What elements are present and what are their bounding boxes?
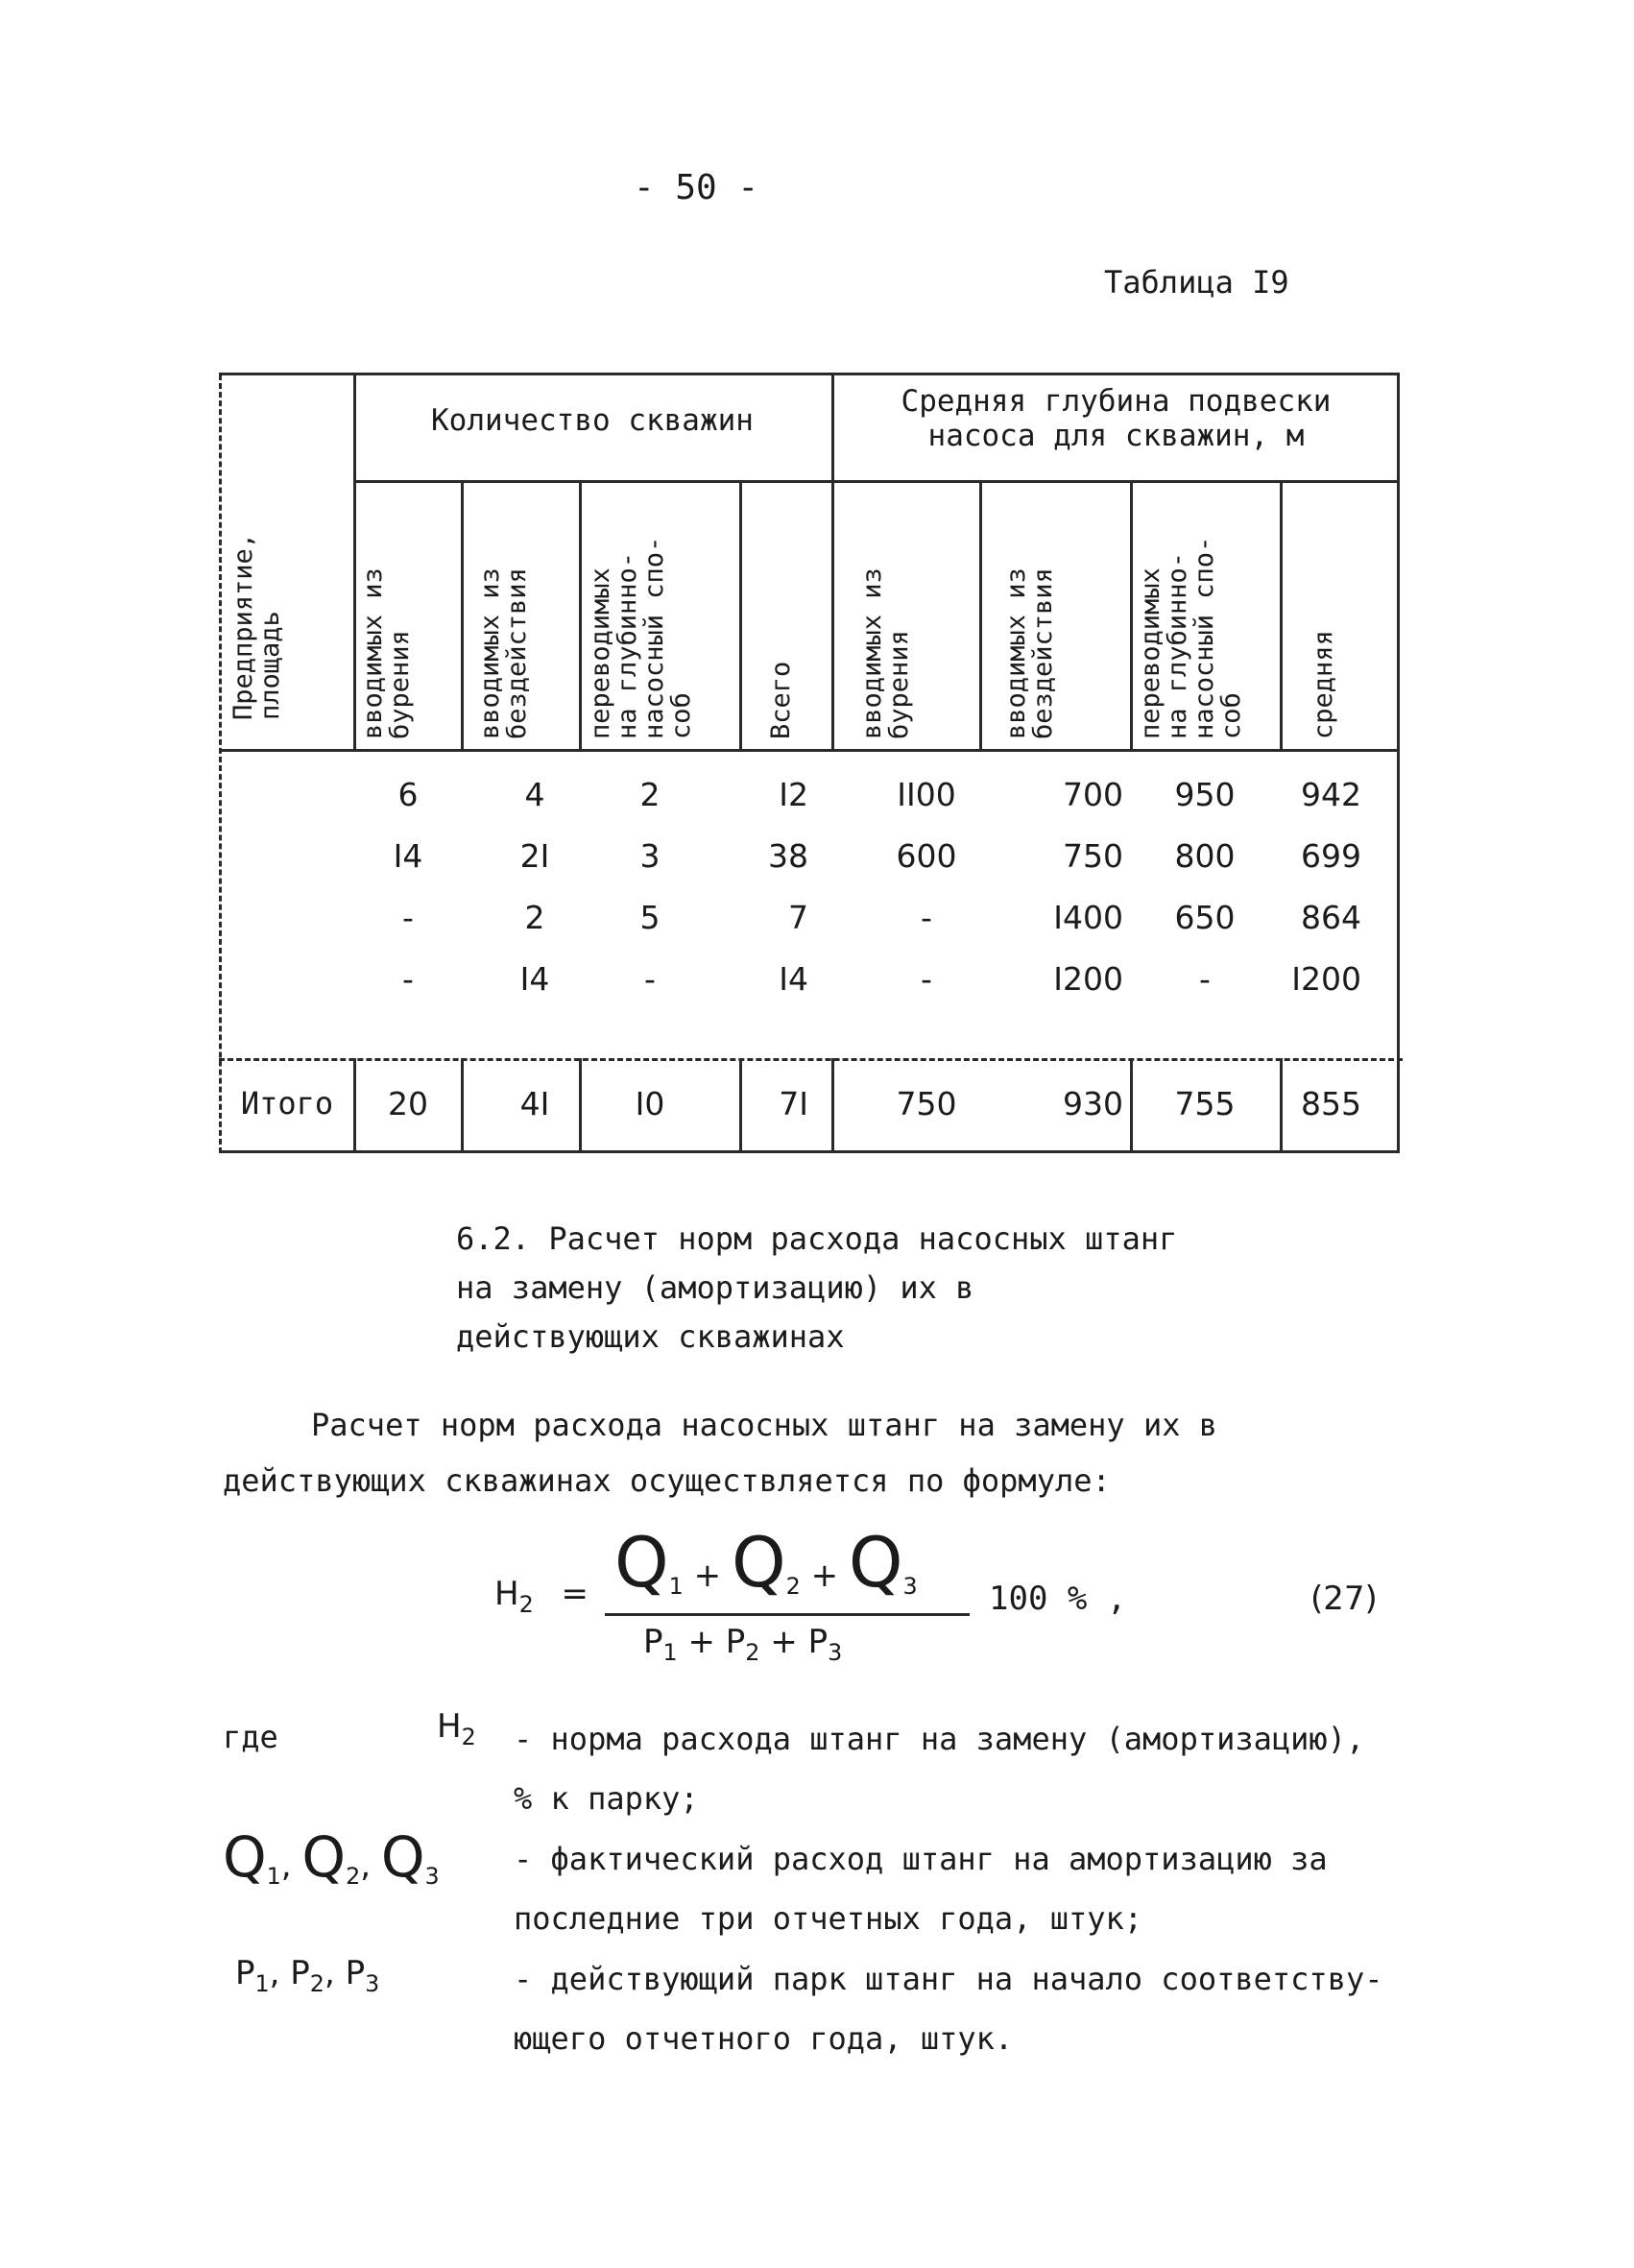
cell: I400 <box>1053 899 1123 936</box>
subscript: 2 <box>309 1969 324 1997</box>
cell: 750 <box>896 1085 957 1122</box>
cell: 800 <box>1174 837 1236 875</box>
cell: 855 <box>1301 1085 1361 1122</box>
col-rule-3 <box>579 480 582 749</box>
cell: 4 <box>524 776 545 813</box>
symbol-q: Q <box>223 1824 267 1890</box>
cell: 930 <box>1063 1085 1123 1122</box>
symbol-p: P <box>345 1954 366 1992</box>
comma: , <box>280 1846 292 1885</box>
cell: I200 <box>1053 960 1123 998</box>
symbol-p: P <box>807 1623 829 1661</box>
col-header-5: вводимых из бурения <box>857 567 914 739</box>
cell: - <box>921 960 932 998</box>
col-header-7: переводимых на глубинно- насосный спо- соб <box>1136 536 1246 739</box>
cell: 4I <box>519 1085 550 1122</box>
cell: 755 <box>1174 1085 1236 1122</box>
cell: 942 <box>1301 776 1361 813</box>
cell: 7I <box>779 1085 808 1122</box>
table-top-rule <box>219 373 1400 375</box>
cell: - <box>1199 960 1211 998</box>
subscript: 2 <box>785 1572 801 1600</box>
subscript: 1 <box>668 1572 684 1600</box>
symbol-p: P <box>643 1623 663 1661</box>
plus-sign: + <box>770 1623 798 1661</box>
total-rule-7 <box>1130 1058 1133 1150</box>
plus-sign: + <box>687 1623 715 1661</box>
cell: 750 <box>1063 837 1123 875</box>
cell: 699 <box>1301 837 1361 875</box>
cell: I200 <box>1291 960 1361 998</box>
cell: 700 <box>1063 776 1123 813</box>
cell: I4 <box>779 960 808 998</box>
cell: I2 <box>779 776 808 813</box>
col-rule-7 <box>1130 480 1133 749</box>
col-rule-4 <box>739 480 742 749</box>
subscript: 2 <box>461 1723 476 1750</box>
section-title: 6.2. Расчет норм расхода насосных штанг на замену (амортизацию) их в действующих скважинах <box>456 1220 1178 1355</box>
cell: II00 <box>897 776 956 813</box>
cell: 2I <box>519 837 550 875</box>
table-group-rule <box>353 480 1400 483</box>
symbol-h: H <box>437 1707 462 1746</box>
def-desc-q: - фактический расход штанг на амортизацию за последние три отчетных года, штук; <box>514 1841 1328 1937</box>
symbol-p: P <box>725 1623 746 1661</box>
cell: 6 <box>397 776 419 813</box>
subscript: 3 <box>828 1638 843 1666</box>
col-header-4: Всего <box>766 661 796 739</box>
cell: 950 <box>1174 776 1236 813</box>
subscript: 3 <box>424 1862 440 1890</box>
cell: I4 <box>393 837 423 875</box>
formula-numerator <box>614 1522 918 1603</box>
def-desc-h: - норма расхода штанг на замену (амортизацию), % к парку; <box>514 1721 1365 1817</box>
cell: 7 <box>788 899 808 936</box>
total-label: Итого <box>240 1085 334 1122</box>
comma: , <box>324 1954 335 1992</box>
table-caption: Таблица I9 <box>1104 264 1289 301</box>
where-label: где <box>223 1719 278 1755</box>
subscript: 1 <box>254 1969 270 1997</box>
symbol-q: Q <box>301 1824 347 1890</box>
cell: 600 <box>896 837 957 875</box>
table-header-rule <box>219 749 1400 752</box>
subscript: 3 <box>902 1572 918 1600</box>
plus-sign: + <box>810 1556 839 1595</box>
cell: - <box>402 899 414 936</box>
cell: I0 <box>635 1085 665 1122</box>
cell: - <box>644 960 656 998</box>
def-symbol-p <box>235 1954 379 1997</box>
symbol-q: Q <box>380 1824 425 1890</box>
fraction-bar <box>605 1613 970 1616</box>
col-rule-8 <box>1280 480 1283 749</box>
col-header-8: средняя <box>1309 630 1338 739</box>
group-header-depth: Средняя глубина подвески насоса для скважин, м <box>901 384 1332 453</box>
comma: , <box>269 1954 280 1992</box>
symbol-q: Q <box>731 1522 786 1603</box>
table-left-rule <box>219 374 222 1153</box>
subscript: 2 <box>518 1590 534 1618</box>
formula-lhs <box>494 1575 589 1618</box>
col-rule-5 <box>831 374 834 749</box>
subscript: 2 <box>346 1862 361 1890</box>
subscript: 1 <box>662 1638 678 1666</box>
cell: 864 <box>1301 899 1361 936</box>
subscript: 1 <box>266 1862 281 1890</box>
formula-denominator <box>643 1623 842 1666</box>
col-rule-2 <box>461 480 464 749</box>
symbol-q: Q <box>614 1522 669 1603</box>
col-header-6: вводимых из бездействия <box>1001 567 1058 739</box>
col-header-1: вводимых из бурения <box>358 567 415 739</box>
cell: 20 <box>388 1085 428 1122</box>
comma: , <box>360 1846 372 1885</box>
cell: 650 <box>1174 899 1236 936</box>
plus-sign: + <box>693 1556 722 1595</box>
symbol-h: H <box>494 1575 519 1613</box>
def-symbol-h <box>437 1707 476 1750</box>
symbol-q: Q <box>848 1522 903 1603</box>
equals-sign: = <box>561 1575 589 1613</box>
col-header-3: переводимых на глубинно- насосный спо- соб <box>586 536 696 739</box>
page-number: - 50 - <box>634 168 759 207</box>
formula-multiplier: 100 % , <box>989 1580 1127 1618</box>
table-bottom-rule <box>219 1150 1400 1153</box>
total-rule-5 <box>831 1058 834 1150</box>
col-rule-6 <box>979 480 982 749</box>
group-header-count: Количество скважин <box>431 403 754 438</box>
col-rule-1 <box>353 374 356 749</box>
symbol-p: P <box>235 1954 255 1992</box>
cell: 38 <box>768 837 808 875</box>
row-header: Предприятие, площадь <box>228 532 285 720</box>
symbol-p: P <box>290 1954 310 1992</box>
cell: 3 <box>639 837 661 875</box>
cell: 2 <box>639 776 661 813</box>
cell: - <box>921 899 932 936</box>
def-symbol-q <box>223 1824 440 1890</box>
equation-number: (27) <box>1310 1580 1378 1618</box>
cell: I4 <box>519 960 550 998</box>
cell: 5 <box>639 899 661 936</box>
table-right-rule <box>1397 374 1400 1150</box>
cell: 2 <box>524 899 545 936</box>
cell: - <box>402 960 414 998</box>
def-desc-p: - действующий парк штанг на начало соответству- ющего отчетного года, штук. <box>514 1961 1383 2057</box>
subscript: 3 <box>365 1969 380 1997</box>
table-total-top-rule <box>219 1058 1403 1061</box>
subscript: 2 <box>745 1638 760 1666</box>
paragraph: Расчет норм расхода насосных штанг на замену их в действующих скважинах осуществляется по формуле: <box>223 1407 1218 1499</box>
col-header-2: вводимых из бездействия <box>475 567 532 739</box>
